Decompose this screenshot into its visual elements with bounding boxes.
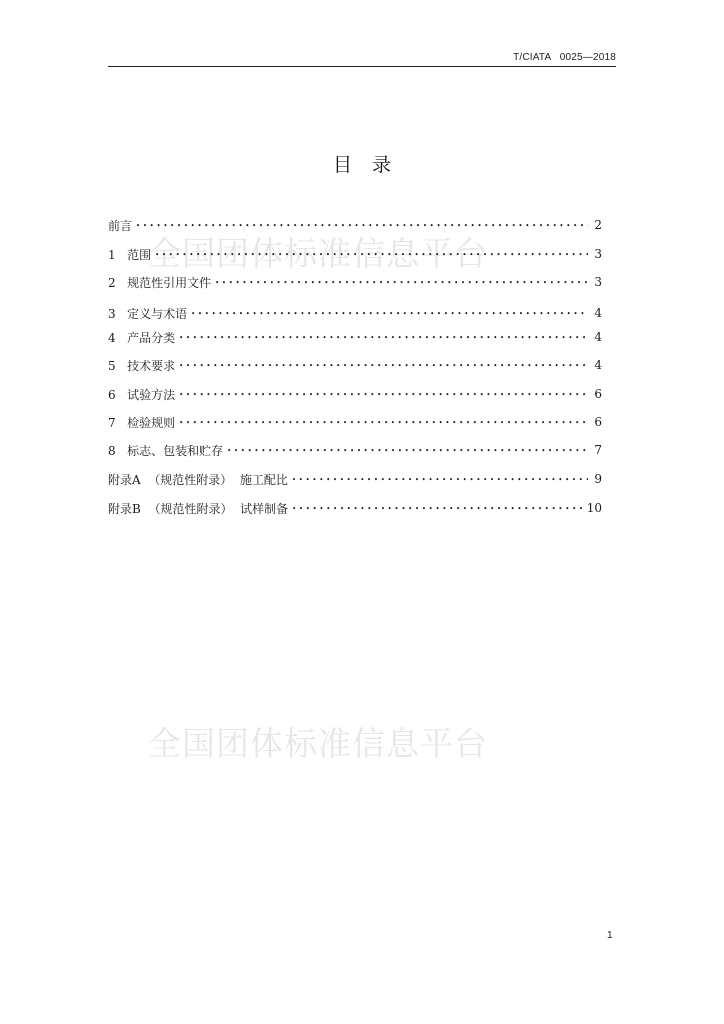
toc-entry-inspection-rules[interactable] <box>108 413 602 431</box>
toc-leader-dots <box>292 472 588 486</box>
toc-entry-page: 2 <box>594 218 602 232</box>
toc-entry-label: 1 范围 <box>108 247 152 262</box>
toc-entry-label: 7 检验规则 <box>108 415 176 430</box>
toc-entry-definitions[interactable] <box>108 304 602 322</box>
watermark: 全国团体标准信息平台 <box>148 234 488 273</box>
toc-entry-label: 6 试验方法 <box>108 387 176 402</box>
standard-code: T/CIATA 0025—2018 <box>513 52 616 63</box>
toc-entry-normative-references[interactable] <box>108 273 602 291</box>
header-divider <box>108 66 616 67</box>
page-number: 1 <box>607 930 613 941</box>
toc-leader-dots <box>155 247 588 261</box>
toc-entry-label: 前言 <box>108 218 133 233</box>
toc-entry-page: 4 <box>594 358 602 372</box>
toc-entry-requirements[interactable] <box>108 356 602 374</box>
toc-leader-dots <box>179 387 588 401</box>
toc-entry-page: 7 <box>594 443 602 457</box>
toc-entry-appendix-a[interactable] <box>108 470 602 488</box>
toc-leader-dots <box>215 275 588 289</box>
toc-entry-page: 4 <box>594 306 602 320</box>
toc-entry-page: 3 <box>594 275 602 289</box>
toc-entry-page: 9 <box>594 472 602 486</box>
toc-entry-page: 4 <box>594 330 602 344</box>
toc-leader-dots <box>191 306 588 320</box>
toc-leader-dots <box>179 330 588 344</box>
toc-leader-dots <box>136 218 588 232</box>
toc-entry-label: 5 技术要求 <box>108 358 176 373</box>
toc-entry-label: 8 标志、包装和贮存 <box>108 443 224 458</box>
toc-leader-dots <box>179 358 588 372</box>
toc-entry-test-methods[interactable] <box>108 385 602 403</box>
toc-leader-dots <box>179 415 588 429</box>
toc-entry-classification[interactable] <box>108 328 602 346</box>
toc-entry-appendix-b[interactable] <box>108 499 602 517</box>
toc-leader-dots <box>227 443 588 457</box>
toc-entry-label: 4 产品分类 <box>108 330 176 345</box>
toc-entry-scope[interactable] <box>108 245 602 263</box>
toc-leader-dots <box>292 501 583 515</box>
page-title: 目录 <box>332 154 411 176</box>
toc-entry-page: 6 <box>594 415 602 429</box>
toc-entry-label: 附录B （规范性附录） 试样制备 <box>108 501 289 516</box>
toc-entry-foreword[interactable] <box>108 216 602 234</box>
toc-entry-marking-packaging[interactable] <box>108 441 602 459</box>
toc-entry-page: 6 <box>594 387 602 401</box>
toc-entry-page: 10 <box>586 501 602 515</box>
toc-entry-page: 3 <box>594 247 602 261</box>
toc-entry-label: 2 规范性引用文件 <box>108 275 212 290</box>
toc-entry-label: 3 定义与术语 <box>108 306 188 321</box>
watermark: 全国团体标准信息平台 <box>148 724 488 763</box>
toc-entry-label: 附录A （规范性附录） 施工配比 <box>108 472 288 487</box>
